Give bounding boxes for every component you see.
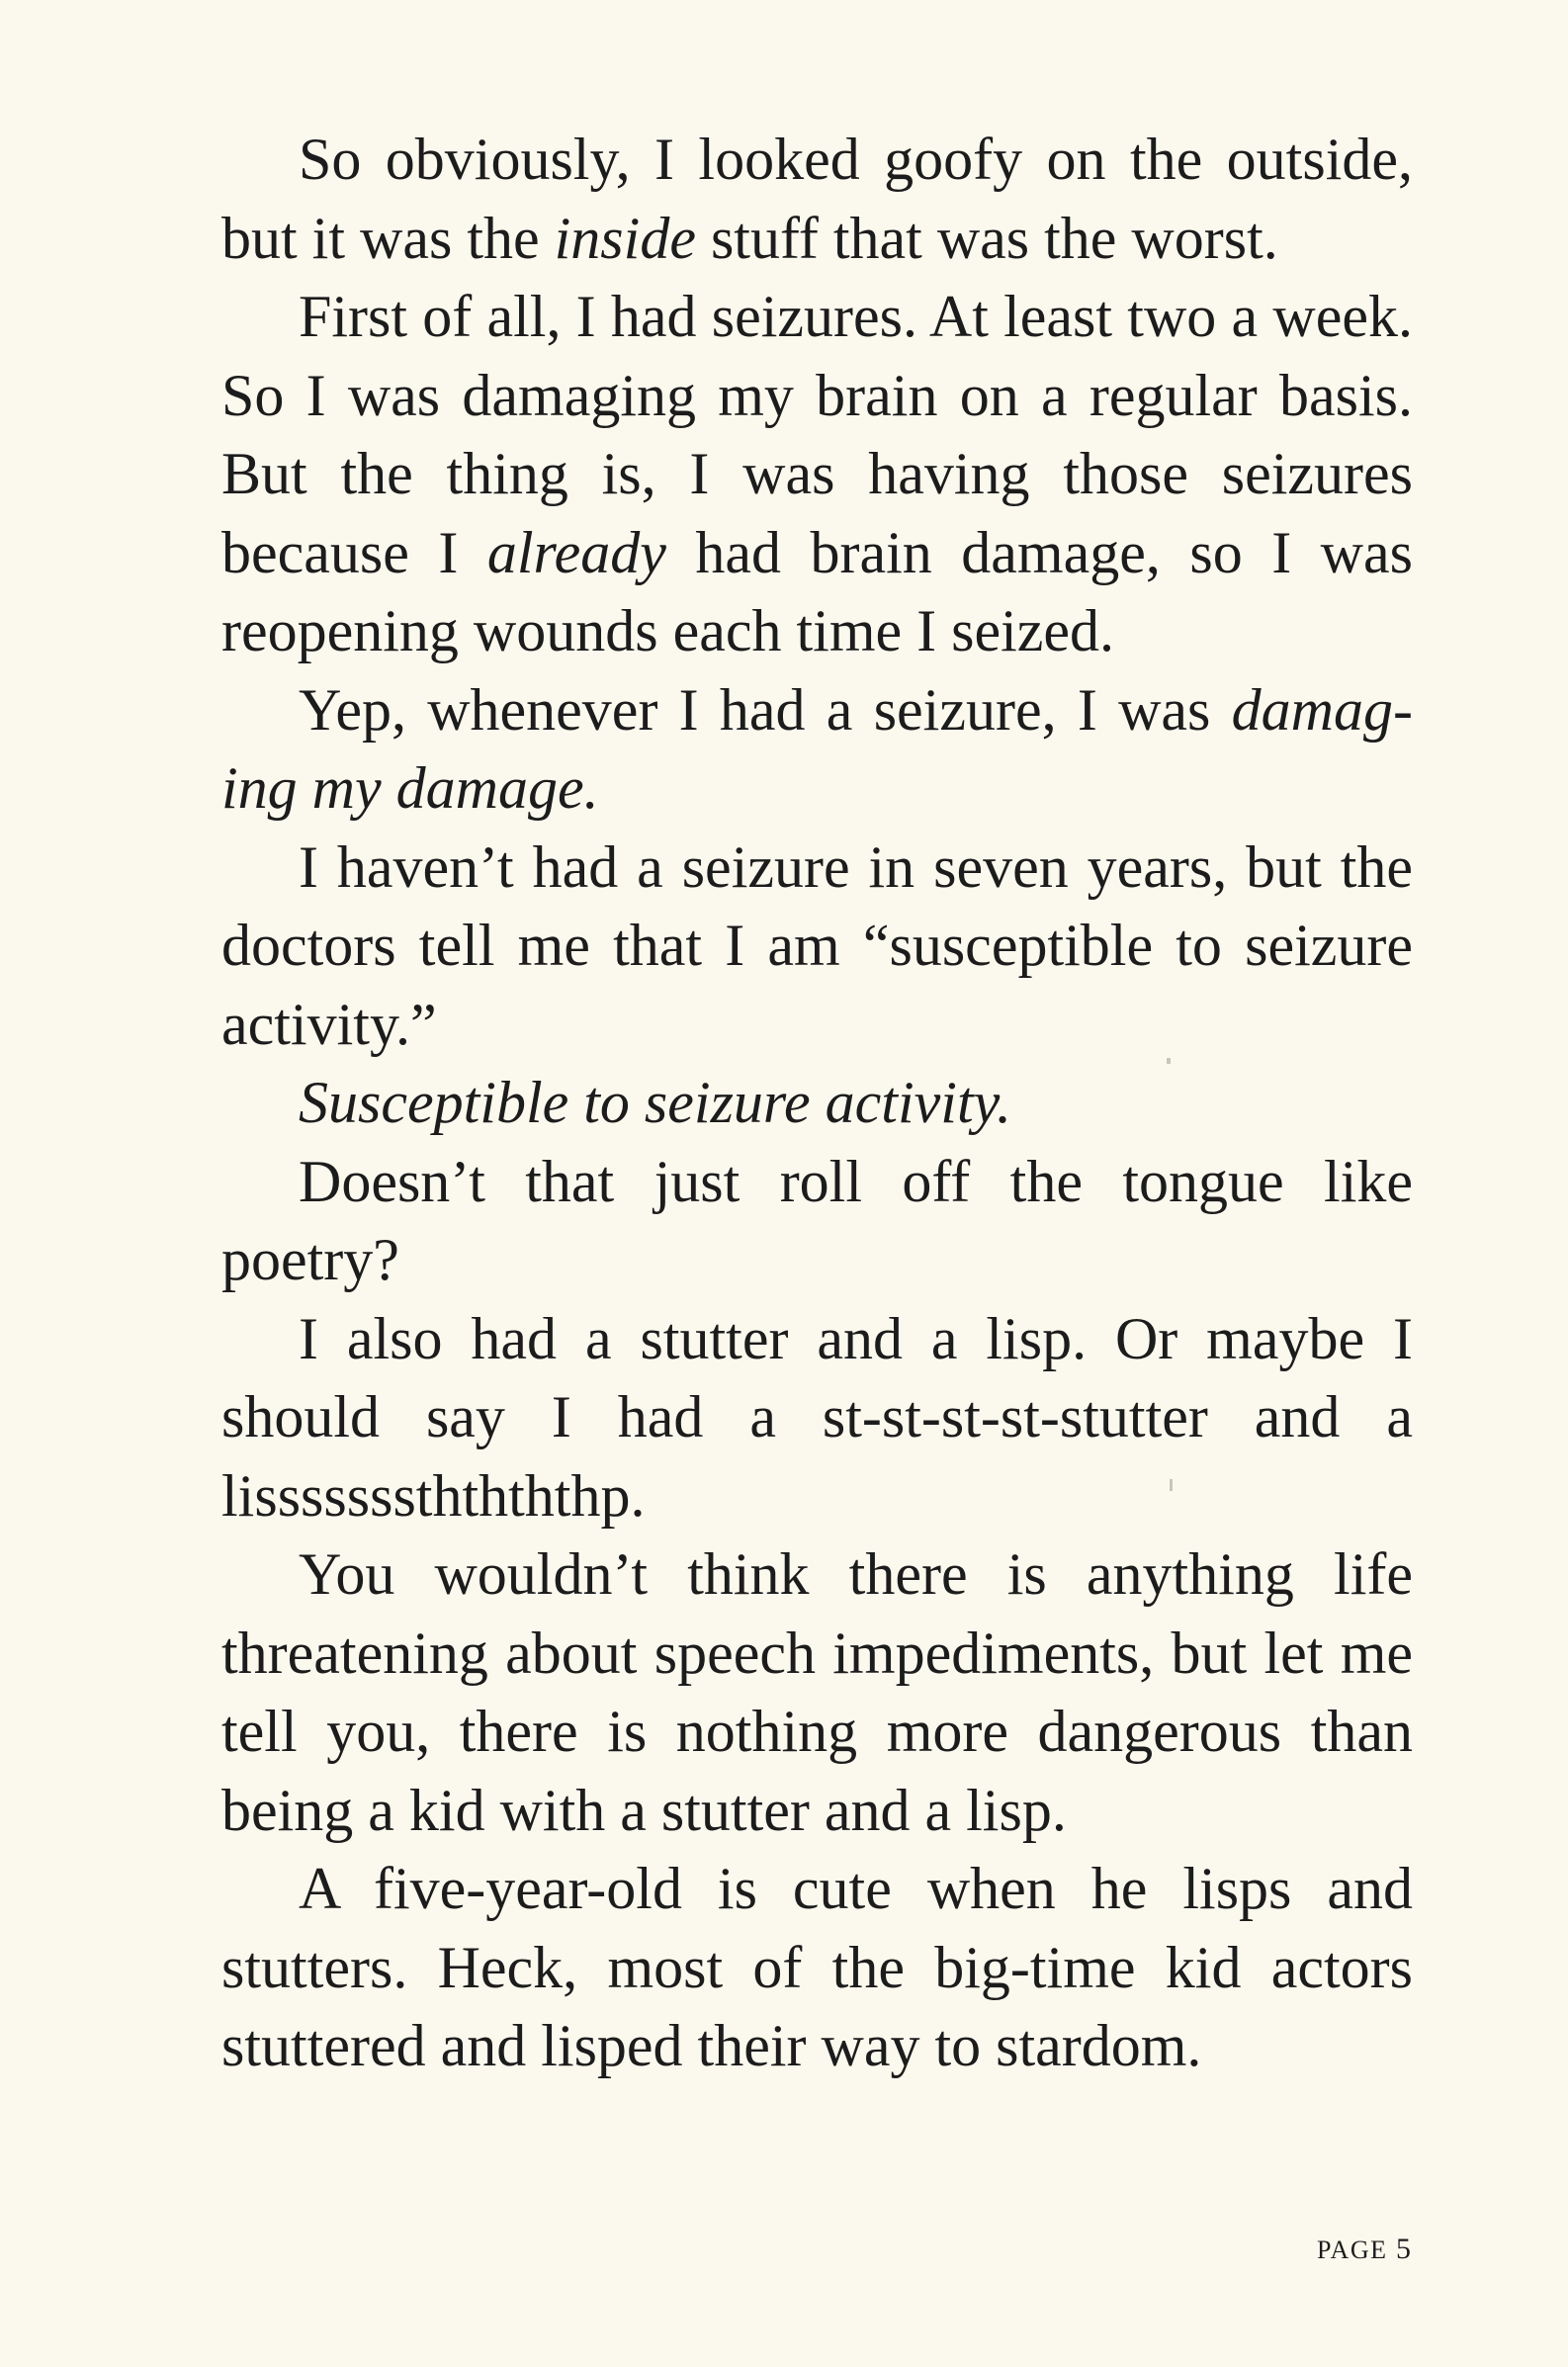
paragraph-6 [221,1143,1413,1300]
paragraph-3-text: Yep, whenever I had a seizure, I was [299,676,1232,743]
page-number [1317,2233,1412,2266]
paragraph-4-text: I haven’t had a seizure in seven years, but the doctors tell me that I am “susceptible to seizure activity.” [221,833,1413,1057]
paragraph-5 [221,1064,1413,1143]
paragraph-2-text: First of all, I had seizures. At least two a week. So I was damaging my brain on a regular basis. But the thing is, I was having those seizures because I [221,284,1413,585]
paragraph-7 [221,1300,1413,1536]
paragraph-7-text: I also had a stutter and a lisp. Or maybe I should say I had a st-st-st-st-stutter and a lisssssssththththp. [221,1305,1413,1529]
paragraph-1 [221,121,1413,278]
paragraph-5-italic: Susceptible to seizure activity. [299,1070,1011,1135]
scan-dust-mark [1170,1479,1173,1491]
page-label: PAGE [1316,2236,1388,2264]
page-number-value: 5 [1396,2233,1412,2265]
paragraph-6-text: Doesn’t that just roll off the tongue like poetry? [221,1148,1413,1292]
paragraph-9-text: A five-year-old is cute when he lisps and stutters. Heck, most of the big-time kid actors stuttered and lisped their way to stardom. [221,1856,1413,2078]
paragraph-9 [221,1850,1413,2086]
scan-dust-mark [1167,1058,1171,1064]
paragraph-3 [221,671,1413,829]
paragraph-2-italic: already [486,519,666,585]
paragraph-8-text: You wouldn’t think there is anything life threatening about speech impediments, but let me tell you, there is nothing more dangerous than being a kid with a stutter and a lisp. [221,1541,1413,1843]
body-text [221,121,1413,2086]
paragraph-2-text-end: had brain damage, so I was reopening wounds each time I seized. [221,519,1413,663]
paragraph-8 [221,1535,1413,1850]
paragraph-1-text: So obviously, I looked goofy on the outside, but it was the [221,127,1413,271]
paragraph-3-italic: damaging my damage. [221,676,1413,821]
paragraph-1-italic: inside [554,205,696,271]
paragraph-2 [221,278,1413,671]
paragraph-4 [221,829,1413,1065]
paragraph-1-text-end: stuff that was the worst. [695,205,1278,271]
